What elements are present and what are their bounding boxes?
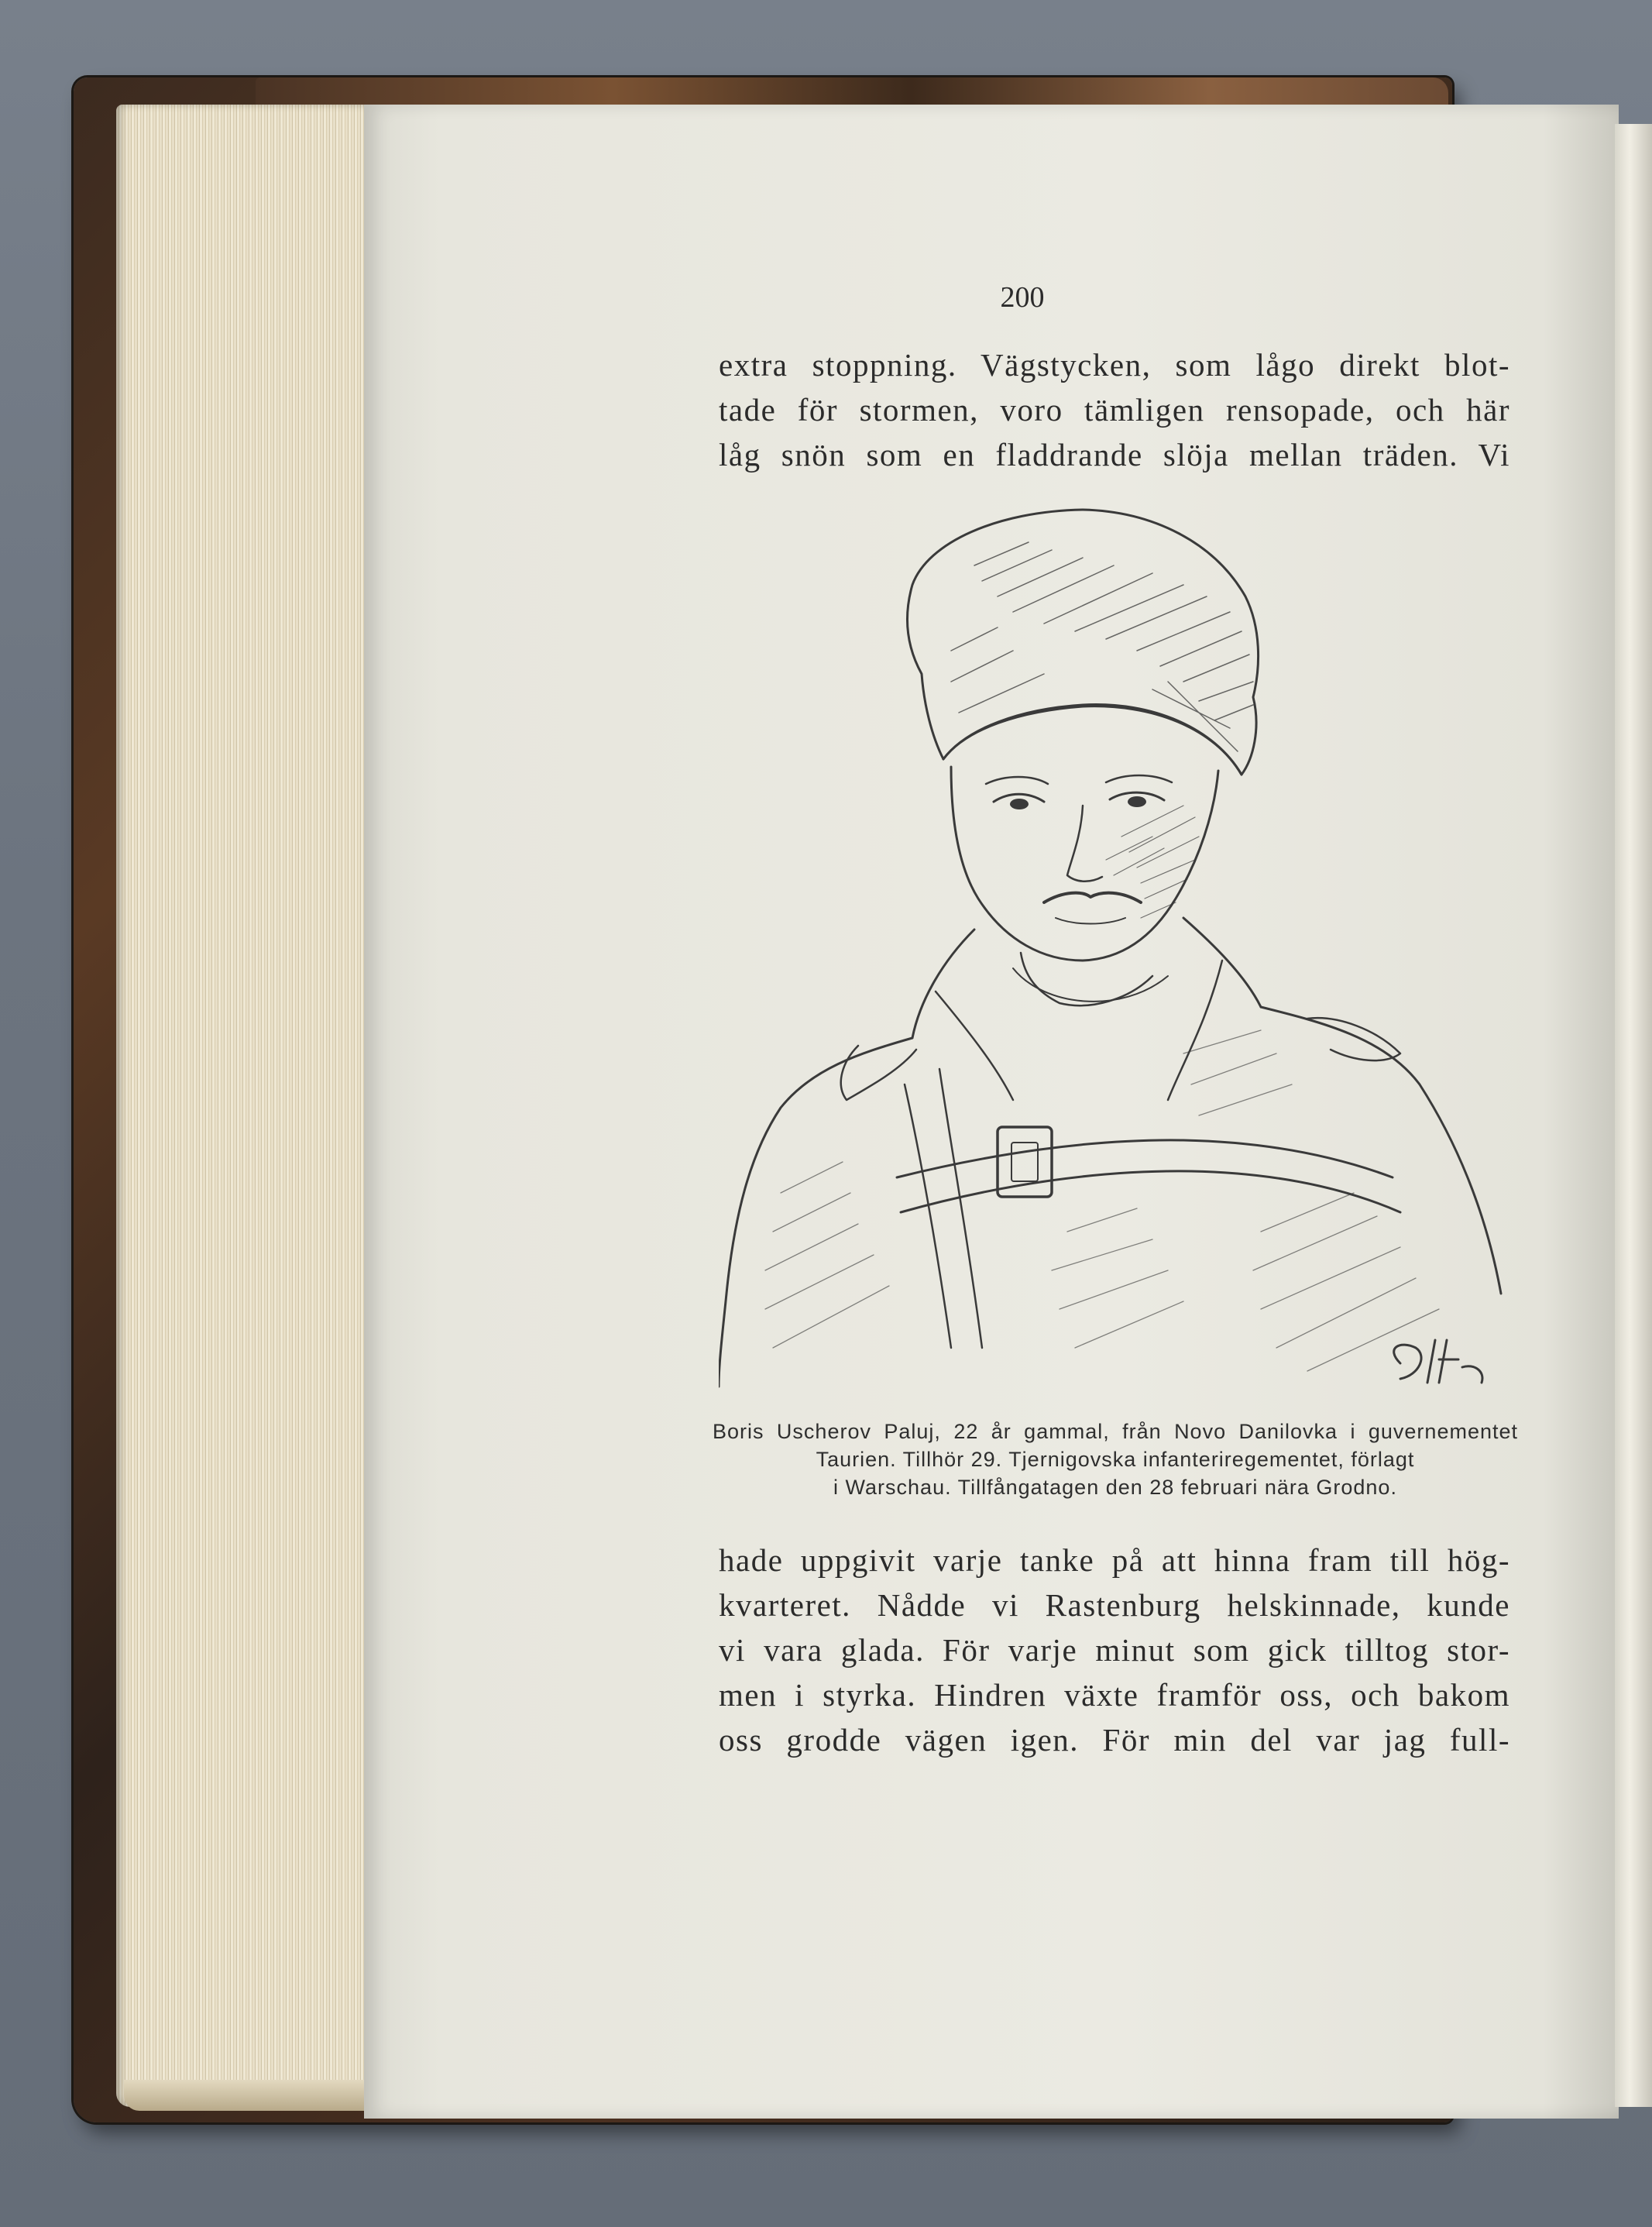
page-number: 200	[1000, 281, 1045, 314]
text-line: oss grodde vägen igen. För min del var jag full-	[719, 1722, 1510, 1758]
bottom-paragraph	[719, 1538, 1510, 1762]
text-line: vi vara glada. För varje minut som gick tilltog stor-	[719, 1632, 1510, 1668]
nose	[1067, 806, 1102, 882]
coat-shading	[765, 1030, 1439, 1371]
page-stack-bottom	[124, 2080, 380, 2111]
mustache	[1044, 893, 1141, 902]
page-right-edge	[1615, 124, 1652, 2107]
strap-buckle	[998, 1127, 1052, 1197]
caption-line: i Warschau. Tillfångatagen den 28 februari nära Grodno.	[833, 1476, 1397, 1499]
caption-line: Taurien. Tillhör 29. Tjernigovska infanteriregementet, förlagt	[816, 1448, 1415, 1471]
top-paragraph	[719, 342, 1510, 477]
signature-mark	[1394, 1340, 1482, 1383]
illustration-caption	[713, 1418, 1518, 1501]
hat-outline	[908, 510, 1259, 775]
text-line: tade för stormen, voro tämligen rensopade, och här	[719, 392, 1510, 428]
face-outline	[951, 767, 1218, 961]
coat-left-shoulder	[719, 1038, 912, 1387]
mouth	[1056, 918, 1125, 924]
caption-line: Boris Uscherov Paluj, 22 år gammal, från Novo Danilovka i guvernementet	[713, 1420, 1518, 1443]
book-cover-top-edge	[256, 77, 1448, 108]
text-line: låg snön som en fladdrande slöja mellan träden. Vi	[719, 437, 1510, 473]
portrait-illustration	[719, 496, 1510, 1406]
hat-brim	[943, 706, 1242, 775]
text-line: kvarteret. Nådde vi Rastenburg helskinnade, kunde	[719, 1587, 1510, 1623]
coat-collar	[912, 918, 1261, 1038]
face-shading	[1106, 806, 1199, 918]
text-line: extra stoppning. Vägstycken, som lågo direkt blot-	[719, 347, 1510, 383]
hat-shading	[951, 542, 1253, 751]
text-line: hade uppgivit varje tanke på att hinna fram till hög-	[719, 1542, 1510, 1578]
page-stack-edges	[116, 105, 380, 2107]
text-line: men i styrka. Hindren växte framför oss, och bakom	[719, 1677, 1510, 1713]
